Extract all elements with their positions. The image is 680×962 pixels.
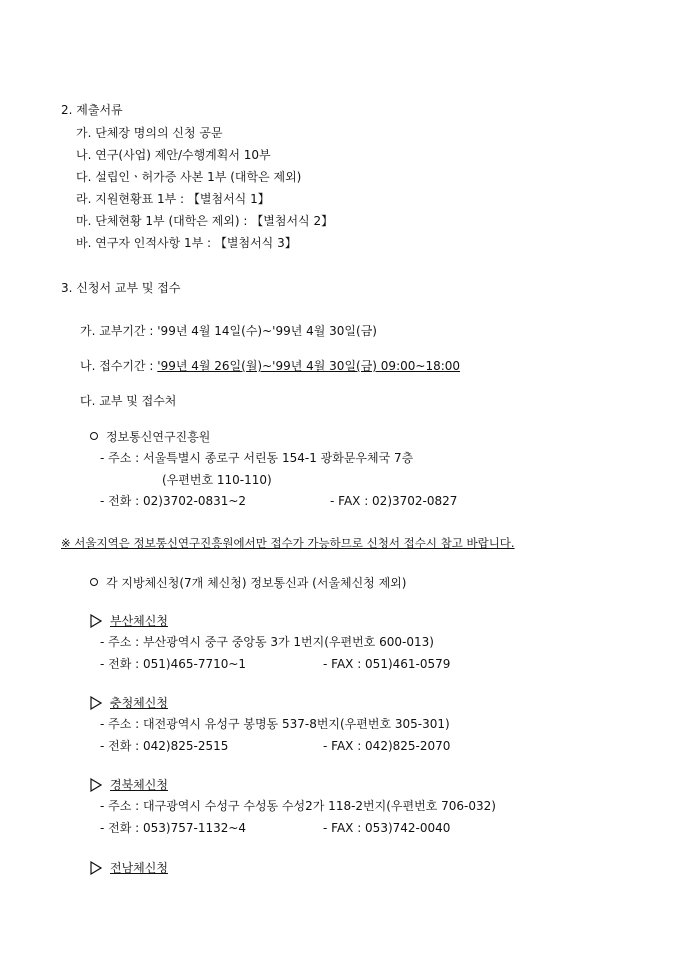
office-busan-fax: - FAX : 051)461-0579 [323,657,451,671]
office-name: 충청체신청 [110,696,168,710]
circle-bullet-icon [90,432,98,440]
distribution-period: 가. 교부기간 : '99년 4월 14일(수)~'99년 4월 30일(금) [80,324,377,338]
regional-heading-line [90,575,406,591]
office-name: 전남체신청 [110,861,168,875]
triangle-right-icon [90,861,102,875]
triangle-right-icon [90,614,102,628]
office-chungcheong-phone: - 전화 : 042)825-2515 [100,739,229,753]
section2-item-2: 나. 연구(사업) 제안/수행계획서 10부 [76,148,271,162]
triangle-right-icon [90,778,102,792]
section2-item-3: 다. 설립인ㆍ허가증 사본 1부 (대학은 제외) [76,170,302,184]
iita-name-line [90,429,210,445]
iita-fax: - FAX : 02)3702-0827 [330,494,458,508]
reception-period-value: '99년 4월 26일(월)~'99년 4월 30일(금) 09:00~18:00 [157,359,461,373]
seoul-notice: ※ 서울지역은 정보통신연구진흥원에서만 접수가 가능하므로 신청서 접수시 참고 바랍니다. [61,536,515,550]
office-chungcheong-fax: - FAX : 042)825-2070 [323,739,451,753]
section2-item-1: 가. 단체장 명의의 신청 공문 [76,126,223,140]
section2-item-6: 바. 연구자 인적사항 1부 : 【별첨서식 3】 [76,236,297,250]
reception-period [80,358,460,374]
office-busan-phone: - 전화 : 051)465-7710~1 [100,657,247,671]
distribution-place: 다. 교부 및 접수처 [80,394,177,408]
iita-name: 정보통신연구진흥원 [106,430,211,444]
regional-heading: 각 지방체신청(7개 체신청) 정보통신과 (서울체신청 제외) [106,576,407,590]
section2-heading: 2. 제출서류 [61,103,123,117]
office-gyeongbuk-phone: - 전화 : 053)757-1132~4 [100,821,247,835]
office-busan-title [90,613,168,629]
section2-item-4: 라. 지원현황표 1부 : 【별첨서식 1】 [76,192,270,206]
section3-heading: 3. 신청서 교부 및 접수 [61,281,181,295]
office-busan-address: - 주소 : 부산광역시 중구 중앙동 3가 1번지(우편번호 600-013) [100,635,434,649]
triangle-right-icon [90,696,102,710]
office-jeonnam-title [90,860,168,876]
iita-phone: - 전화 : 02)3702-0831~2 [100,494,247,508]
section2-item-5: 마. 단체현황 1부 (대학은 제외) : 【별첨서식 2】 [76,214,334,228]
office-name: 경북체신청 [110,778,168,792]
office-chungcheong-title [90,695,168,711]
office-gyeongbuk-address: - 주소 : 대구광역시 수성구 수성동 수성2가 118-2번지(우편번호 706-032) [100,799,496,813]
office-chungcheong-address: - 주소 : 대전광역시 유성구 봉명동 537-8번지(우편번호 305-301) [100,717,450,731]
iita-postal: (우편번호 110-110) [162,473,272,487]
office-gyeongbuk-fax: - FAX : 053)742-0040 [323,821,451,835]
office-name: 부산체신청 [110,614,168,628]
iita-address: - 주소 : 서울특별시 종로구 서린동 154-1 광화문우체국 7층 [100,451,414,465]
reception-period-label: 나. 접수기간 : [80,359,158,373]
office-gyeongbuk-title [90,777,168,793]
circle-bullet-icon [90,578,98,586]
